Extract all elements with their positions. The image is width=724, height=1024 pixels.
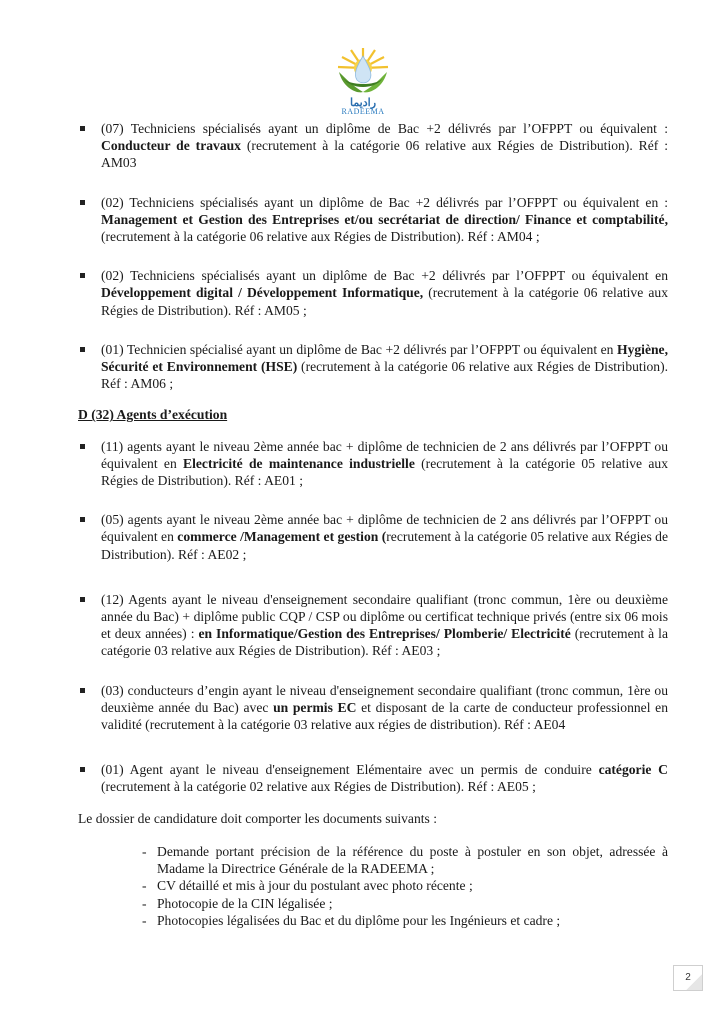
list-item-ae04: (03) conducteurs d’engin ayant le niveau d'enseignement secondaire qualifiant (tronc commun, 1ère ou deuxième année du Bac) avec un permis EC et disposant de la carte de conducteur professionnel en validité (recrutement à la catégorie 03 relative aux régies de distribution). Réf : AE04 bbox=[78, 682, 668, 734]
square-bullet-icon bbox=[80, 444, 85, 449]
radeema-logo bbox=[333, 46, 393, 118]
square-bullet-icon bbox=[80, 347, 85, 352]
page-number: 2 bbox=[673, 965, 703, 991]
documents-list bbox=[78, 843, 668, 929]
highlight: Management et Gestion des Entreprises et/ou secrétariat de direction/ Finance et comptabilité, bbox=[101, 211, 668, 227]
document-item: - Photocopie de la CIN légalisée ; bbox=[142, 895, 333, 911]
list-item-am05: (02) Techniciens spécialisés ayant un diplôme de Bac +2 délivrés par l’OFPPT ou équivalent en Développement digital / Développement Informatique, (recrutement à la catégorie 06 relative aux Régies de Distribution). Réf : AM05 ; bbox=[78, 267, 668, 319]
dash-bullet-icon: - bbox=[142, 843, 147, 859]
square-bullet-icon bbox=[80, 688, 85, 693]
dash-bullet-icon: - bbox=[142, 895, 147, 911]
highlight: catégorie C bbox=[598, 762, 668, 778]
sun-drop-leaf-icon bbox=[333, 46, 393, 98]
document-item: - Demande portant précision de la référence du poste à postuler en son objet, adressée à Madame la Directrice Générale de la RADEEMA ; bbox=[142, 843, 668, 877]
document-item: - Photocopies légalisées du Bac et du diplôme pour les Ingénieurs et cadre ; bbox=[142, 912, 561, 928]
dash-bullet-icon: - bbox=[142, 878, 147, 894]
highlight: Hygiène, Sécurité et Environnement (HSE) bbox=[101, 341, 668, 375]
list-item-ae05: (01) Agent ayant le niveau d'enseignement Elémentaire avec un permis de conduire catégorie C (recrutement à la catégorie 02 relative aux Régies de Distribution). Réf : AE05 ; bbox=[78, 761, 668, 795]
highlight: un permis EC bbox=[273, 699, 357, 715]
dash-bullet-icon: - bbox=[142, 912, 147, 928]
list-item-ae01: (11) agents ayant le niveau 2ème année bac + diplôme de technicien de 2 ans délivrés par l’OFPPT ou équivalent en Electricité de maintenance industrielle (recrutement à la catégorie 05 relative aux Régies de Distribution). Réf : AE01 ; bbox=[78, 438, 668, 490]
section-heading: D (32) Agents d’exécution bbox=[78, 407, 228, 423]
logo-latin-text: RADEEMA bbox=[341, 107, 385, 116]
document-body bbox=[78, 120, 668, 929]
list-item-am03: (07) Techniciens spécialisés ayant un diplôme de Bac +2 délivrés par l’OFPPT ou équivalent : Conducteur de travaux (recrutement à la catégorie 06 relative aux Régies de Distribution). Réf : AM03 bbox=[78, 120, 668, 172]
square-bullet-icon bbox=[80, 273, 85, 278]
list-item-ae02: (05) agents ayant le niveau 2ème année bac + diplôme de technicien de 2 ans délivrés par l’OFPPT ou équivalent en commerce /Management et gestion (recrutement à la catégorie 05 relative aux Régies de Distribution). Réf : AE02 ; bbox=[78, 511, 668, 563]
square-bullet-icon bbox=[80, 597, 85, 602]
highlight: Développement digital / Développement Informatique, bbox=[101, 285, 424, 301]
dossier-intro: Le dossier de candidature doit comporter les documents suivants : bbox=[78, 810, 438, 826]
list-item-am04: (02) Techniciens spécialisés ayant un diplôme de Bac +2 délivrés par l’OFPPT ou équivalent en : Management et Gestion des Entreprises et/ou secrétariat de direction/ Finance et comptabilité, (recrutement à la catégorie 06 relative aux Régies de Distribution). Réf : AM04 ; bbox=[78, 194, 668, 246]
highlight: en Informatique/Gestion des Entreprises/ Plomberie/ Electricité bbox=[198, 626, 571, 642]
square-bullet-icon bbox=[80, 200, 85, 205]
list-item-ae03: (12) Agents ayant le niveau d'enseignement secondaire qualifiant (tronc commun, 1ère ou deuxième année du Bac) + diplôme public CQP / CSP ou diplôme ou certificat technique privés (entre six 06 mois et deux années) : en Informatique/Gestion des Entreprises/ Plomberie/ Electricité (recrutement à la catégorie 03 relative aux Régies de Distribution). Réf : AE03 ; bbox=[78, 591, 668, 660]
square-bullet-icon bbox=[80, 767, 85, 772]
highlight: commerce /Management et gestion ( bbox=[177, 529, 387, 545]
list-item-am06: (01) Technicien spécialisé ayant un diplôme de Bac +2 délivrés par l’OFPPT ou équivalent en Hygiène, Sécurité et Environnement (HSE) (recrutement à la catégorie 06 relative aux Régies de Distribution). Réf : AM06 ; bbox=[78, 341, 668, 393]
highlight: Electricité de maintenance industrielle bbox=[183, 455, 415, 471]
square-bullet-icon bbox=[80, 126, 85, 131]
square-bullet-icon bbox=[80, 517, 85, 522]
logo-arabic-text: راديما bbox=[349, 97, 377, 109]
highlight: Conducteur de travaux bbox=[101, 138, 241, 154]
document-item: - CV détaillé et mis à jour du postulant avec photo récente ; bbox=[142, 878, 473, 894]
